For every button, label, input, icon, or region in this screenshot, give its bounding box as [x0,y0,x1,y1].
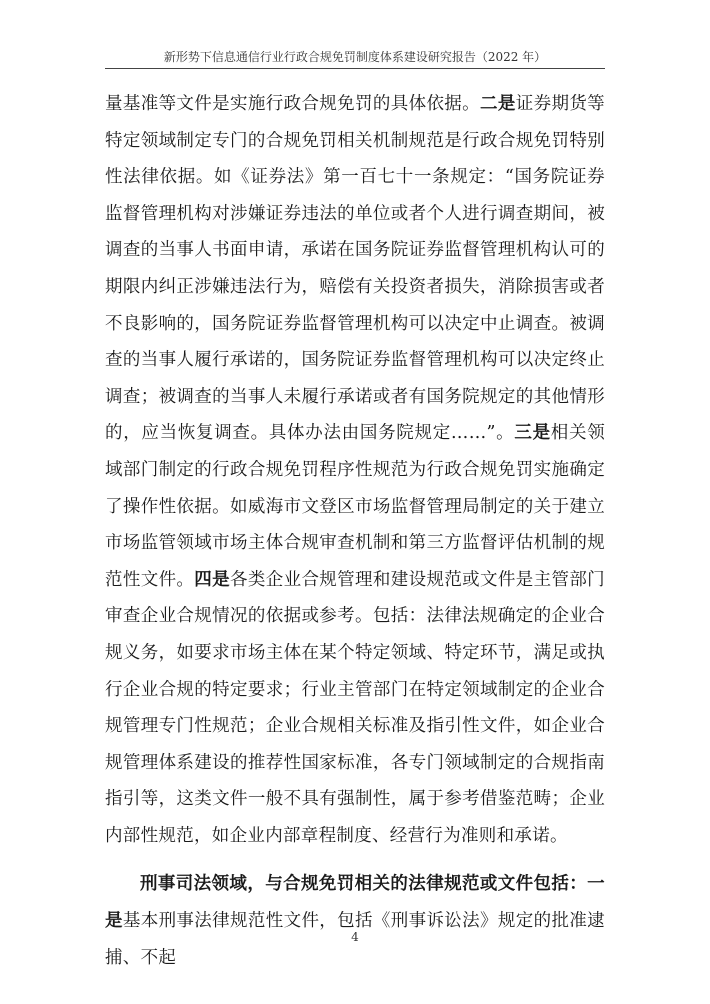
paragraph-criminal-justice [105,866,605,976]
text-segment: 各类企业合规管理和建设规范或文件是主管部门审查企业合规情况的依据或参考。包括：法律法规确定的企业合规义务，如要求市场主体在某个特定领域、特定环节，满足或执行企业合规的特定要求；行业主管部门在特定领域制定的企业合规管理专门性规范；企业合规相关标准及指引性文件，如企业合规管理体系建设的推荐性国家标准，各专门领域制定的合规指南指引等，这类文件一般不具有强制性，属于参考借鉴范畴；企业内部性规范，如企业内部章程制度、经营行为准则和承诺。 [105,569,605,846]
text-segment: 基本刑事法律规范性文件，包括《刑事诉讼法》规定的批准逮捕、不起 [105,911,605,968]
header-divider [105,68,605,69]
section-lead-heading: 刑事司法领域，与合规免罚相关的法律规范或文件包括：一是 [105,874,605,932]
emphasis-marker-two: 二是 [480,94,516,114]
document-body [105,86,605,976]
running-header: 新形势下信息通信行业行政合规免罚制度体系建设研究报告（2022 年） [163,50,547,64]
text-segment: 量基准等文件是实施行政合规免罚的具体依据。 [105,94,481,114]
emphasis-marker-four: 四是 [194,569,231,590]
text-segment: 证券期货等特定领域制定专门的合规免罚相关机制规范是行政合规免罚特别性法律依据。如《证券法》第一百七十一条规定：“国务院证券监督管理机构对涉嫌证券违法的单位或者个人进行调查期间，被调查的当事人书面申请，承诺在国务院证券监督管理机构认可的期限内纠正涉嫌违法行为，赔偿有关投资者损失，消除损害或者不良影响的，国务院证券监督管理机构可以决定中止调查。被调查的当事人履行承诺的，国务院证券监督管理机构可以决定终止调查；被调查的当事人未履行承诺或者有国务院规定的其他情形的，应当恢复调查。具体办法由国务院规定……”。 [105,94,605,444]
emphasis-marker-three: 三是 [514,423,551,444]
page-number: 4 [351,930,359,944]
text-segment: 相关领域部门制定的行政合规免罚程序性规范为行政合规免罚实施确定了操作性依据。如威海市文登区市场监督管理局制定的关于建立市场监管领域市场主体合规审查机制和第三方监督评估机制的规范性文件。 [105,423,605,590]
paragraph-administrative-basis [105,86,605,854]
